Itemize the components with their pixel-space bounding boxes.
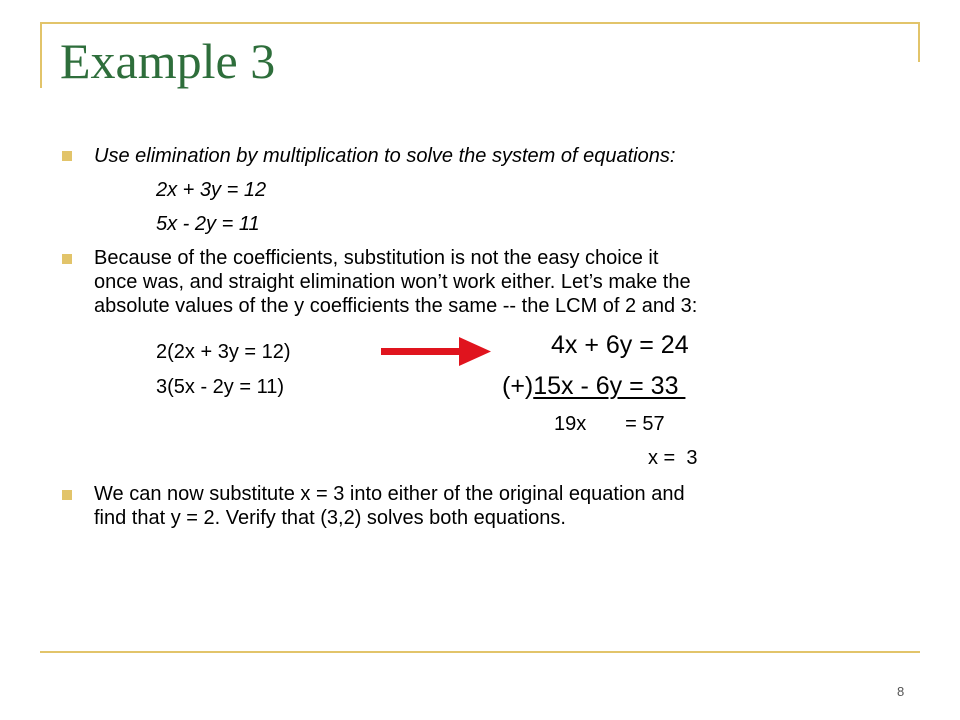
bullet-1: [62, 151, 72, 161]
frame-bottom-line: [40, 651, 920, 653]
frame-top-line: [40, 22, 920, 24]
frame-right-line: [918, 22, 920, 62]
intro-text: Use elimination by multiplication to solve the system of equations:: [94, 145, 676, 167]
multiplied-equation-2: 3(5x - 2y = 11): [156, 376, 285, 398]
red-arrow-icon: [381, 331, 493, 371]
bullet-3: [62, 490, 72, 500]
equation-1: 2x + 3y = 12: [156, 179, 267, 201]
paragraph-line-2: once was, and straight elimination won’t work either. Let’s make the: [94, 271, 691, 293]
bullet-2: [62, 254, 72, 264]
slide-title: Example 3: [60, 33, 276, 89]
result-equation-2-text: 15x - 6y = 33: [533, 372, 686, 400]
equation-2: 5x - 2y = 11: [156, 213, 260, 235]
solution-x: x = 3: [648, 447, 698, 469]
page-number: 8: [897, 684, 905, 699]
paragraph-line-3: absolute values of the y coefficients the same -- the LCM of 2 and 3:: [94, 295, 698, 317]
addition-sign: (+): [502, 372, 534, 400]
sum-equation: 19x = 57: [554, 413, 665, 435]
conclusion-line-1: We can now substitute x = 3 into either of the original equation and: [94, 483, 685, 505]
result-equation-2: [502, 374, 685, 399]
conclusion-line-2: find that y = 2. Verify that (3,2) solves both equations.: [94, 507, 566, 529]
multiplied-equation-1: 2(2x + 3y = 12): [156, 341, 291, 363]
paragraph-line-1: Because of the coefficients, substitution is not the easy choice it: [94, 247, 659, 269]
result-equation-1: 4x + 6y = 24: [551, 331, 689, 359]
frame-left-line: [40, 22, 42, 88]
